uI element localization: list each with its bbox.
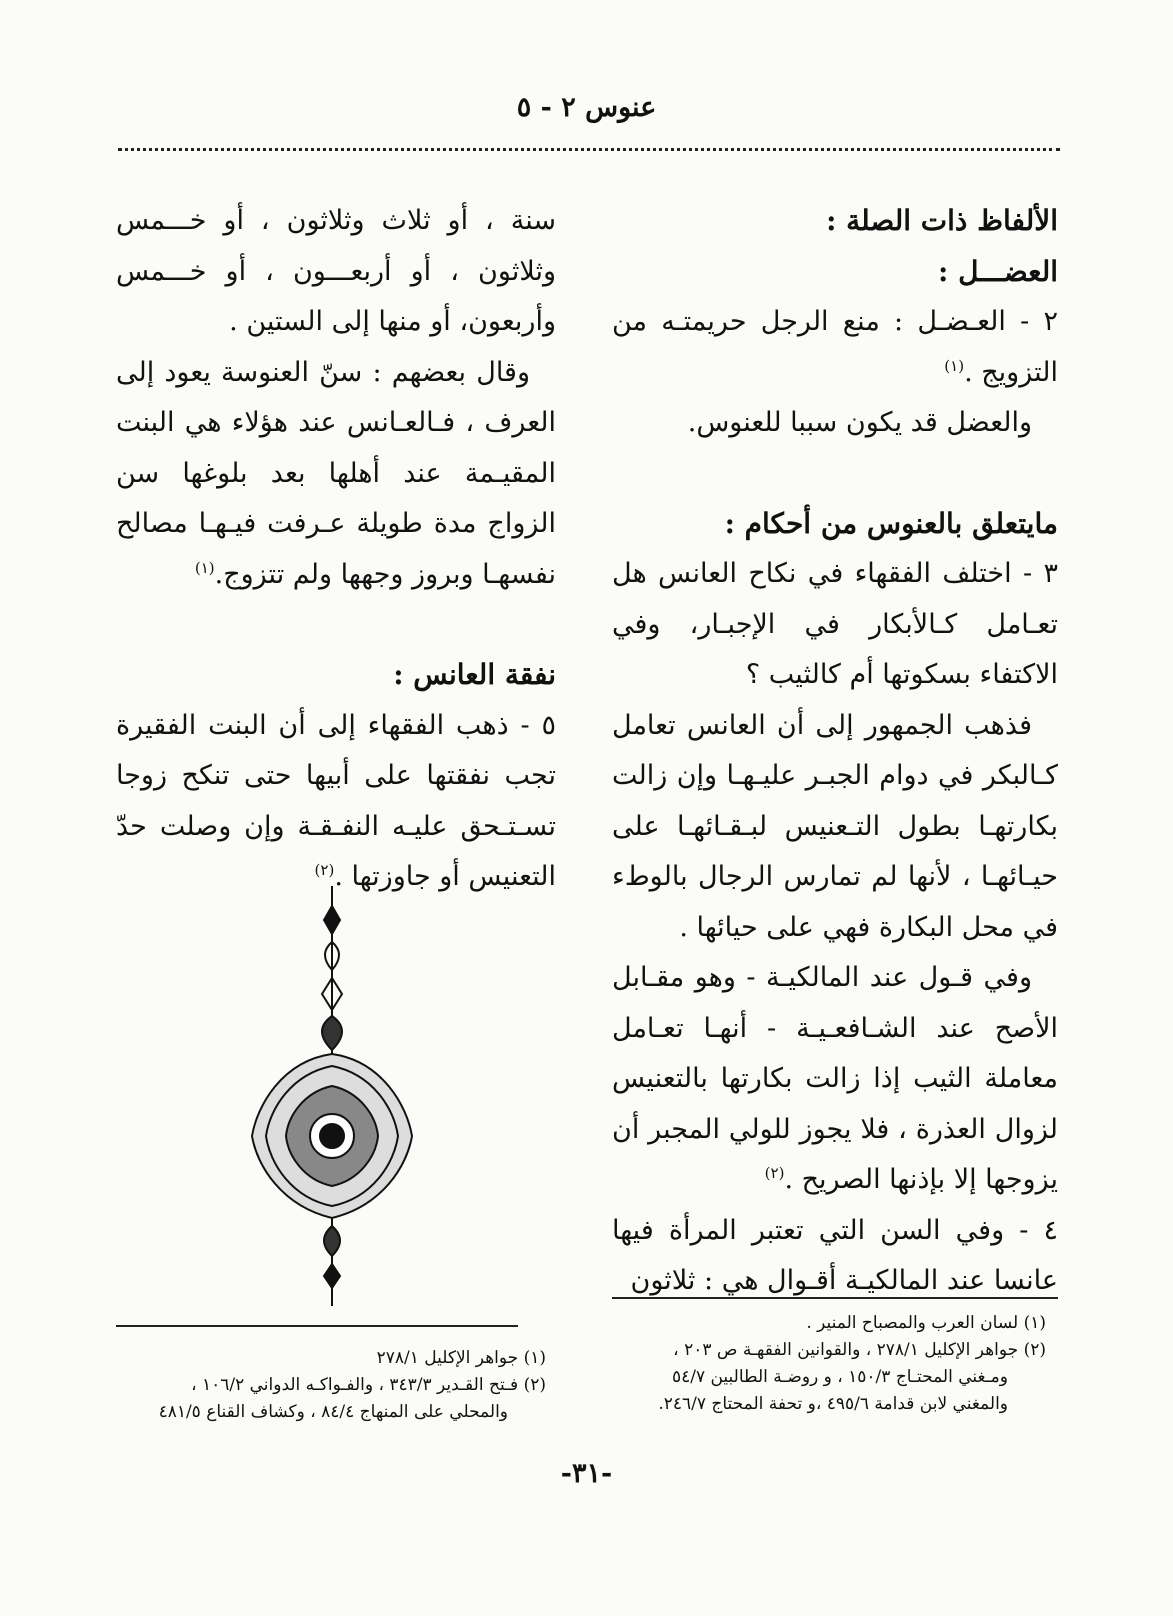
footnote-ref: (١) bbox=[194, 558, 215, 577]
paragraph-3: ٣ - اختلف الفقهاء في نكاح العانس هل تعـامل كـالأبكار في الإجبـار، وفي الاكتفاء بسكوتها أم كالثيب ؟ bbox=[612, 558, 1058, 690]
footnote-ref: (٢) bbox=[314, 861, 335, 879]
paragraph-2b: والعضل قد يكون سببا للعنوس. bbox=[687, 407, 1032, 438]
footnotes-left bbox=[100, 1345, 546, 1426]
footnote-1: (١) لسان العرب والمصباح المنير . bbox=[806, 1313, 1046, 1333]
paragraph-4-continued: سنة ، أو ثلاث وثلاثون ، أو خـــمس وثلاثون ، أو أربعـــون ، أو خـــمس وأربعون، أو منها إلى الستين . bbox=[116, 205, 556, 337]
footnotes-right bbox=[596, 1310, 1046, 1418]
heading-related-terms: الألفاظ ذات الصلة : bbox=[826, 204, 1058, 237]
paragraph-3b: فذهب الجمهور إلى أن العانس تعامل كـالبكر في دوام الجبـر عليـهـا وإن زالت بكارتهـا بطول التـعنيس لبـقـائهـا على حيـائهـا ، لأنها لم تمارس الرجال بالوطء في محل البكارة فهي على حيائها . bbox=[612, 709, 1058, 943]
footnote-2-line-2: ومـغني المحتـاج ١٥٠/٣ ، و روضـة الطالبين ٥٤/٧ bbox=[671, 1367, 1008, 1387]
footnote-ref: (٢) bbox=[764, 1164, 785, 1182]
footnote-2: (٢) فـتح القـدير ٣٤٣/٣ ، والفـواكـه الدواني ١٠٦/٢ ، bbox=[191, 1375, 546, 1395]
footnote-2-line-3: والمغني لابن قدامة ٤٩٥/٦ ،و تحفة المحتاج ٢٤٦/٧. bbox=[658, 1394, 1008, 1414]
paragraph-5: ٥ - ذهب الفقهاء إلى أن البنت الفقيرة تجب نفقتها على أبيها حتى تنكح زوجا تسـتـحق عليـه النفـقـة وإن وصلت حدّ التعنيس أو جاوزتها .$^{(٢)}$ bbox=[116, 709, 556, 892]
paragraph-4: ٤ - وفي السن التي تعتبر المرأة فيها عانسا عند المالكيـة أقـوال هي : ثلاثون bbox=[612, 1214, 1058, 1296]
paragraph-2: ٢ - العـضـل : منع الرجل حريمتـه من التزويج .$^{(١)}$ bbox=[612, 306, 1058, 388]
left-column bbox=[116, 196, 556, 903]
heading-rulings: مايتعلق بالعنوس من أحكام : bbox=[724, 506, 1058, 540]
footnote-2-line-2: والمحلي على المنهاج ٨٤/٤ ، وكشاف القناع ٤٨١/٥ bbox=[158, 1402, 508, 1422]
right-column bbox=[612, 196, 1058, 1307]
page-number: -٣١- bbox=[560, 1458, 613, 1489]
footnote-ref: (١) bbox=[944, 356, 965, 375]
paragraph-4b: وقال بعضهم : سنّ العنوسة يعود إلى العرف ، فـالعـانس عند هؤلاء هي البنت المقيـمة عند أهلها بعد بلوغها سن الزواج مدة طويلة عـرفت فيـهـا مصالح نفسهـا وبروز وجهها ولم تتزوج.$^{(١)}$ bbox=[116, 356, 556, 590]
page-header-title: عنوس ٢ - ٥ bbox=[516, 92, 657, 123]
footnote-separator bbox=[612, 1297, 1058, 1299]
footnote-1: (١) جواهر الإكليل ٢٧٨/١ bbox=[376, 1348, 546, 1368]
heading-nafaqa: نفقة العانس : bbox=[393, 658, 556, 691]
footnote-separator bbox=[116, 1325, 518, 1327]
subheading-adl: العضـــل : bbox=[938, 254, 1058, 288]
header-dotted-rule bbox=[118, 148, 1060, 151]
footnote-2: (٢) جواهر الإكليل ٢٧٨/١ ، والقوانين الفقهـة ص ٢٠٣ ، bbox=[673, 1340, 1046, 1360]
paragraph-3c: وفي قـول عند المالكيـة - وهو مقـابل الأصح عند الشـافعـيـة - أنهـا تعـامل معاملة الثيب إذا زالت بكارتها بالتعنيس لزوال العذرة ، فلا يجوز للولي المجبر أن يزوجها إلا بإذنها الصريح .$^{(٢)}$ bbox=[612, 962, 1058, 1195]
decorative-ornament bbox=[242, 886, 422, 1306]
